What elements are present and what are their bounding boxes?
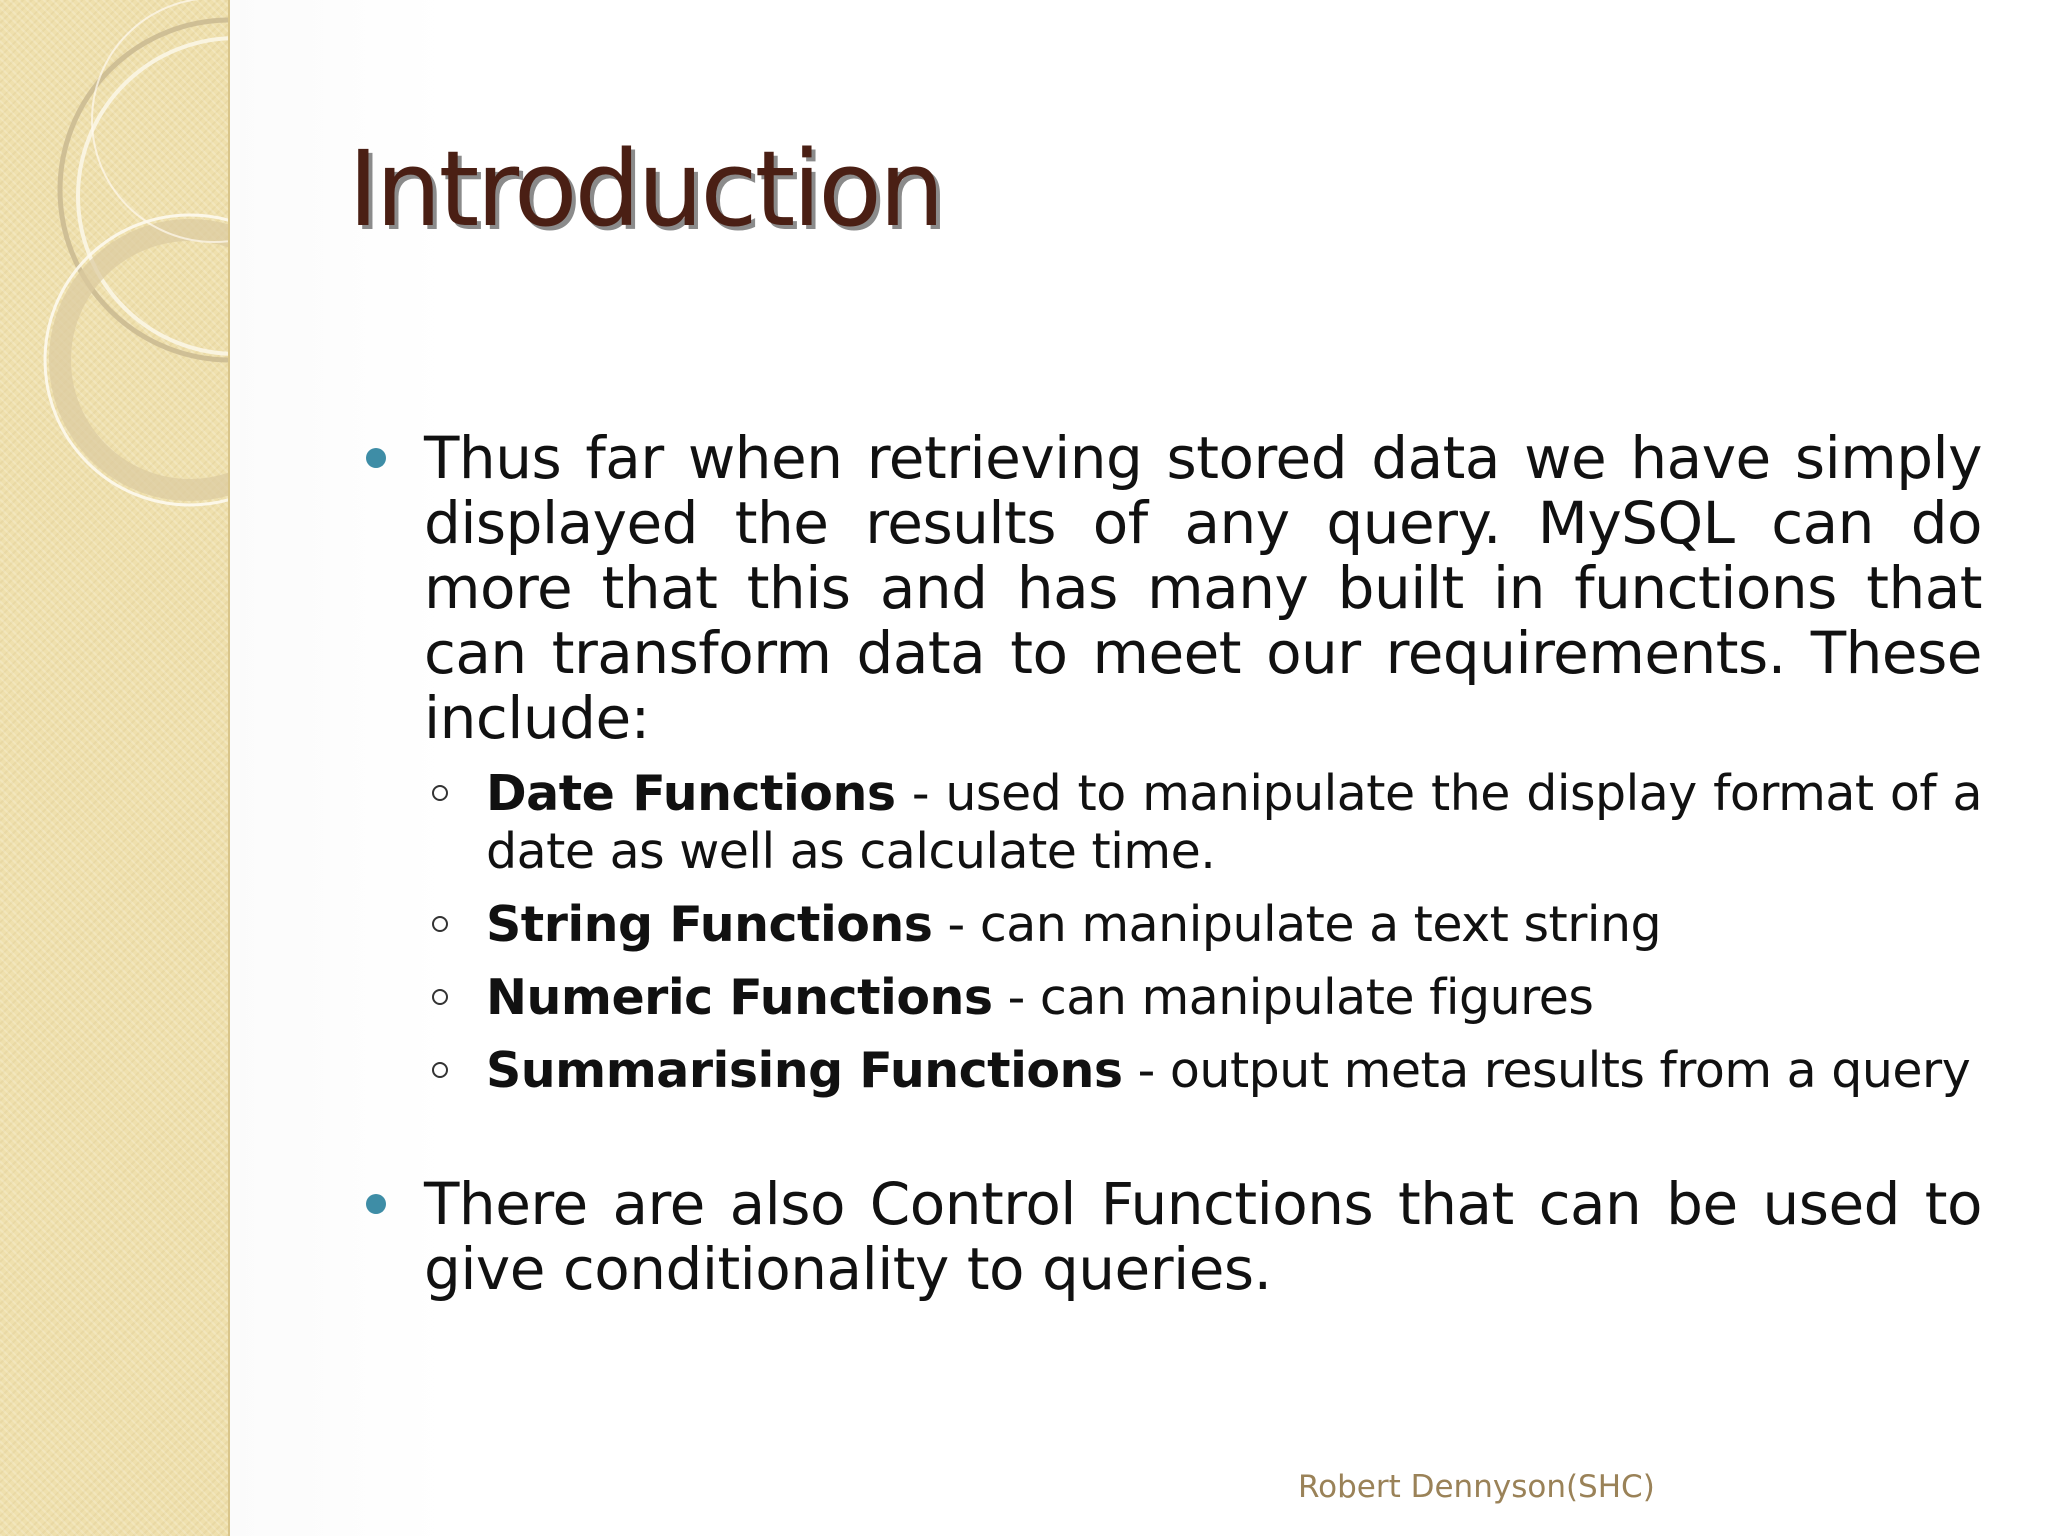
hollow-circle-icon bbox=[432, 785, 448, 801]
bullet-item bbox=[352, 1172, 1982, 1302]
slide-footer-author: Robert Dennyson(SHC) bbox=[1298, 1469, 1655, 1505]
decorative-side-band bbox=[0, 0, 230, 1536]
bullet-dot-icon bbox=[366, 1194, 386, 1214]
bullet-dot-icon bbox=[366, 448, 386, 468]
hollow-circle-icon bbox=[432, 989, 448, 1005]
bullet-text: Thus far when retrieving stored data we have simply displayed the results of any query. MySQL can do more that this and has many built in functions that can transform data to meet our requirements. These include: bbox=[424, 424, 1982, 752]
sub-bullet-item bbox=[424, 1042, 1982, 1100]
sub-bullet-item bbox=[424, 765, 1982, 881]
slide-title: Introduction bbox=[348, 128, 942, 250]
hollow-circle-icon bbox=[432, 1062, 448, 1078]
function-description: - output meta results from a query bbox=[1122, 1042, 1971, 1099]
bullet-item bbox=[352, 426, 1982, 751]
function-term: Numeric Functions bbox=[486, 969, 993, 1026]
decorative-rings-graphic bbox=[0, 0, 228, 560]
bullet-text: There are also Control Functions that can be used to give conditionality to queries. bbox=[424, 1170, 1982, 1303]
hollow-circle-icon bbox=[432, 916, 448, 932]
sub-bullet-item bbox=[424, 969, 1982, 1027]
function-term: Summarising Functions bbox=[486, 1042, 1123, 1099]
sub-bullet-list bbox=[424, 765, 1982, 1100]
function-description: - used to manipulate the display format of a date as well as calculate time. bbox=[486, 765, 1982, 880]
function-term: String Functions bbox=[486, 896, 933, 953]
function-description: - can manipulate a text string bbox=[932, 896, 1662, 953]
sub-bullet-item bbox=[424, 896, 1982, 954]
function-description: - can manipulate figures bbox=[992, 969, 1594, 1026]
slide-body bbox=[352, 426, 1982, 1302]
function-term: Date Functions bbox=[486, 765, 896, 822]
